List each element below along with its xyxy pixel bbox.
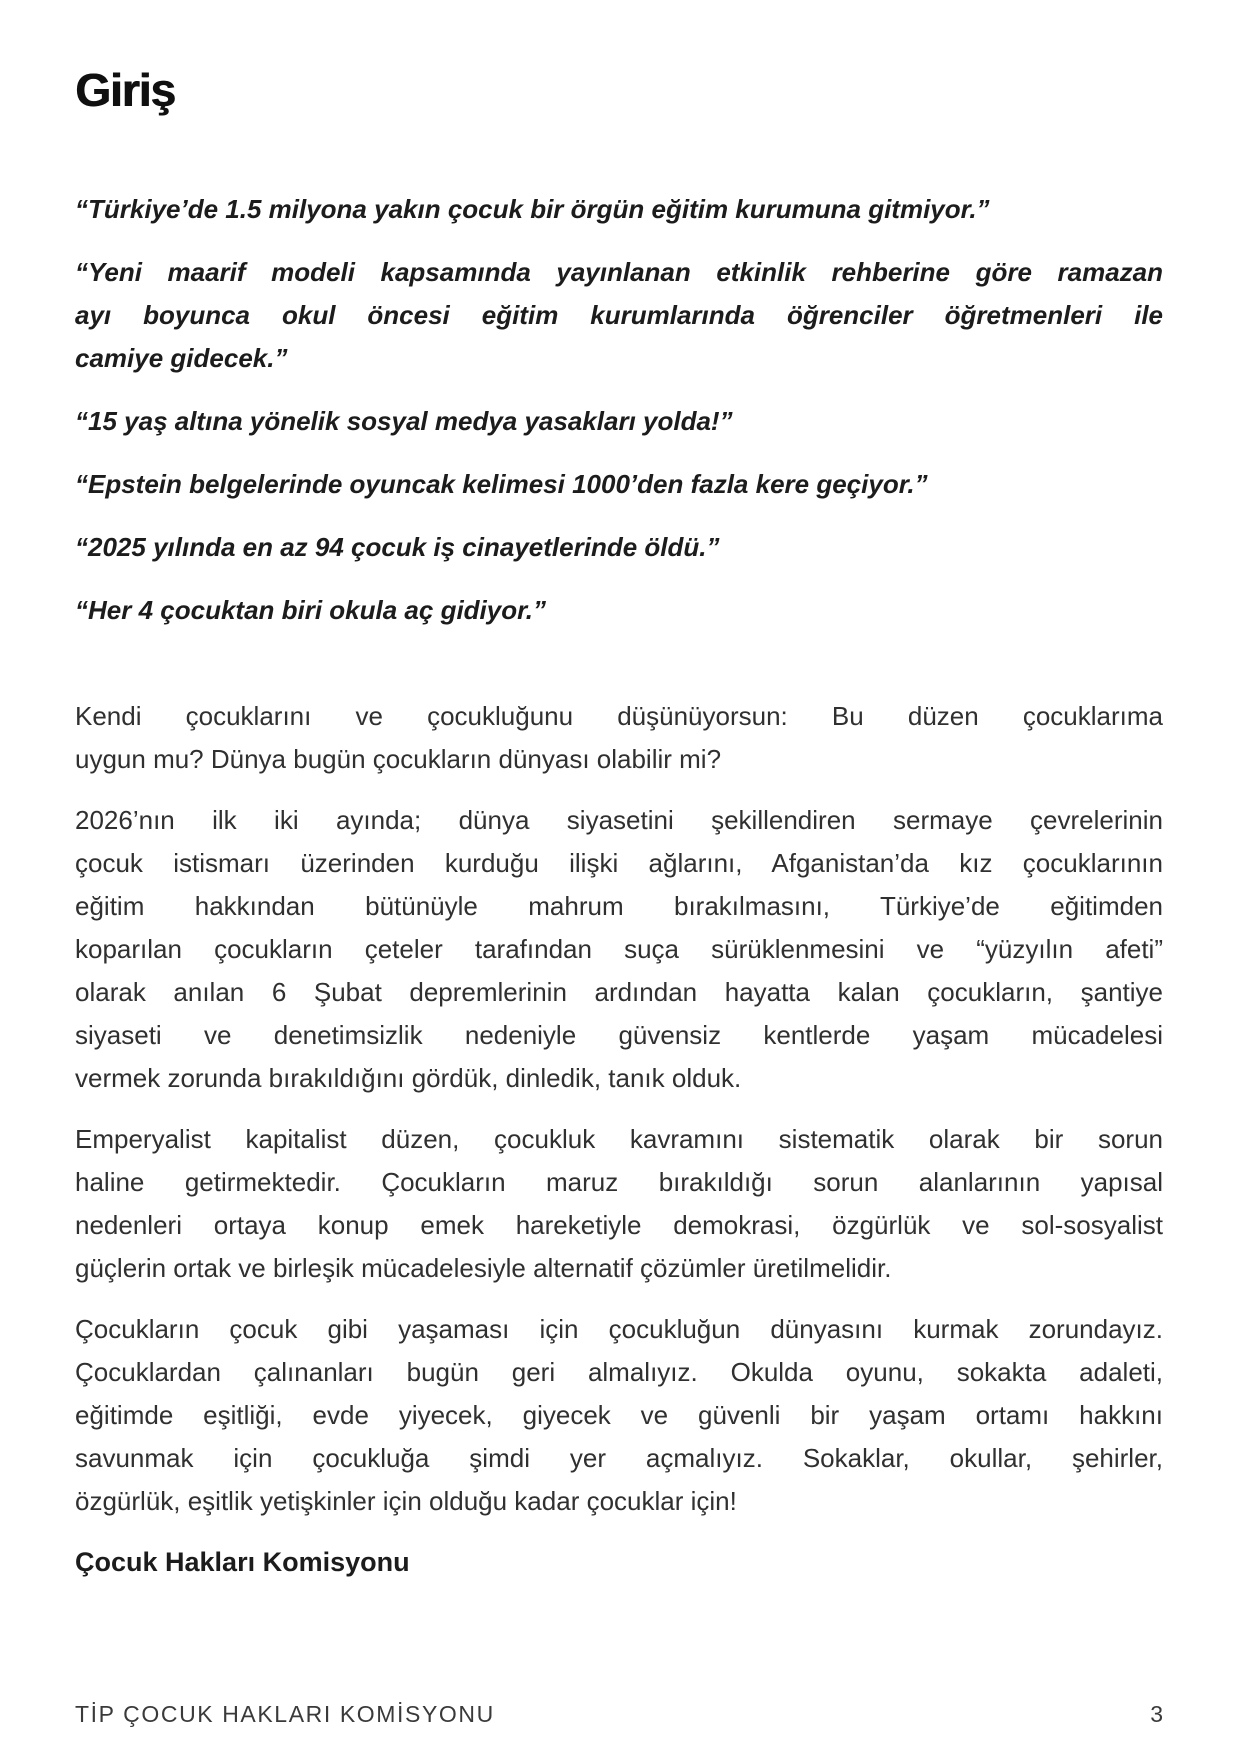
quote-line: camiye gidecek.” [75,343,288,373]
body-section [75,695,1163,1523]
quote-block [75,589,1163,632]
quote-line: ayı boyunca okul öncesi eğitim kurumlarında öğrenciler öğretmenleri ile [75,300,1163,330]
quote-block [75,463,1163,506]
paragraph [75,695,1163,781]
body-line: çocuk istismarı üzerinden kurduğu ilişki ağlarını, Afganistan’da kız çocuklarının [75,848,1163,878]
body-line: nedenleri ortaya konup emek hareketiyle demokrasi, özgürlük ve sol-sosyalist [75,1210,1163,1240]
paragraph [75,1118,1163,1290]
quote-line: “Epstein belgelerinde oyuncak kelimesi 1000’den fazla kere geçiyor.” [75,469,928,499]
quote-line: “15 yaş altına yönelik sosyal medya yasakları yolda!” [75,406,733,436]
quote-block [75,251,1163,380]
body-line: Çocukların çocuk gibi yaşaması için çocukluğun dünyasını kurmak zorundayız. [75,1314,1163,1344]
paragraph [75,799,1163,1100]
body-line: Emperyalist kapitalist düzen, çocukluk kavramını sistematik olarak bir sorun [75,1124,1163,1154]
signature: Çocuk Hakları Komisyonu [75,1547,410,1577]
body-line: eğitim hakkından bütünüyle mahrum bırakılmasını, Türkiye’de eğitimden [75,891,1163,921]
quote-block [75,526,1163,569]
quotes-section [75,188,1163,632]
body-line: özgürlük, eşitlik yetişkinler için olduğu kadar çocuklar için! [75,1486,737,1516]
page-number: 3 [1150,1701,1163,1727]
body-line: uygun mu? Dünya bugün çocukların dünyası olabilir mi? [75,744,722,774]
quote-line: “Her 4 çocuktan biri okula aç gidiyor.” [75,595,547,625]
quote-line: “2025 yılında en az 94 çocuk iş cinayetlerinde öldü.” [75,532,720,562]
body-line: olarak anılan 6 Şubat depremlerinin ardından hayatta kalan çocukların, şantiye [75,977,1163,1007]
paragraph [75,1308,1163,1523]
body-line: savunmak için çocukluğa şimdi yer açmalıyız. Sokaklar, okullar, şehirler, [75,1443,1163,1473]
quote-line: “Yeni maarif modeli kapsamında yayınlanan etkinlik rehberine göre ramazan [75,257,1163,287]
body-line: siyaseti ve denetimsizlik nedeniyle güvensiz kentlerde yaşam mücadelesi [75,1020,1163,1050]
body-line: eğitimde eşitliği, evde yiyecek, giyecek ve güvenli bir yaşam ortamı hakkını [75,1400,1163,1430]
body-line: Çocuklardan çalınanları bugün geri almalıyız. Okulda oyunu, sokakta adaleti, [75,1357,1163,1387]
quote-block [75,188,1163,231]
footer-running-title: TİP ÇOCUK HAKLARI KOMİSYONU [75,1701,495,1727]
page-footer [75,1701,1163,1728]
body-line: koparılan çocukların çeteler tarafından suça sürüklenmesini ve “yüzyılın afeti” [75,934,1163,964]
quote-line: “Türkiye’de 1.5 milyona yakın çocuk bir örgün eğitim kurumuna gitmiyor.” [75,194,990,224]
body-line: haline getirmektedir. Çocukların maruz bırakıldığı sorun alanlarının yapısal [75,1167,1163,1197]
quote-block [75,400,1163,443]
page-title: Giriş [75,64,175,116]
body-line: vermek zorunda bırakıldığını gördük, dinledik, tanık olduk. [75,1063,742,1093]
body-line: Kendi çocuklarını ve çocukluğunu düşünüyorsun: Bu düzen çocuklarıma [75,701,1163,731]
body-line: 2026’nın ilk iki ayında; dünya siyasetini şekillendiren sermaye çevrelerinin [75,805,1163,835]
body-line: güçlerin ortak ve birleşik mücadelesiyle alternatif çözümler üretilmelidir. [75,1253,892,1283]
